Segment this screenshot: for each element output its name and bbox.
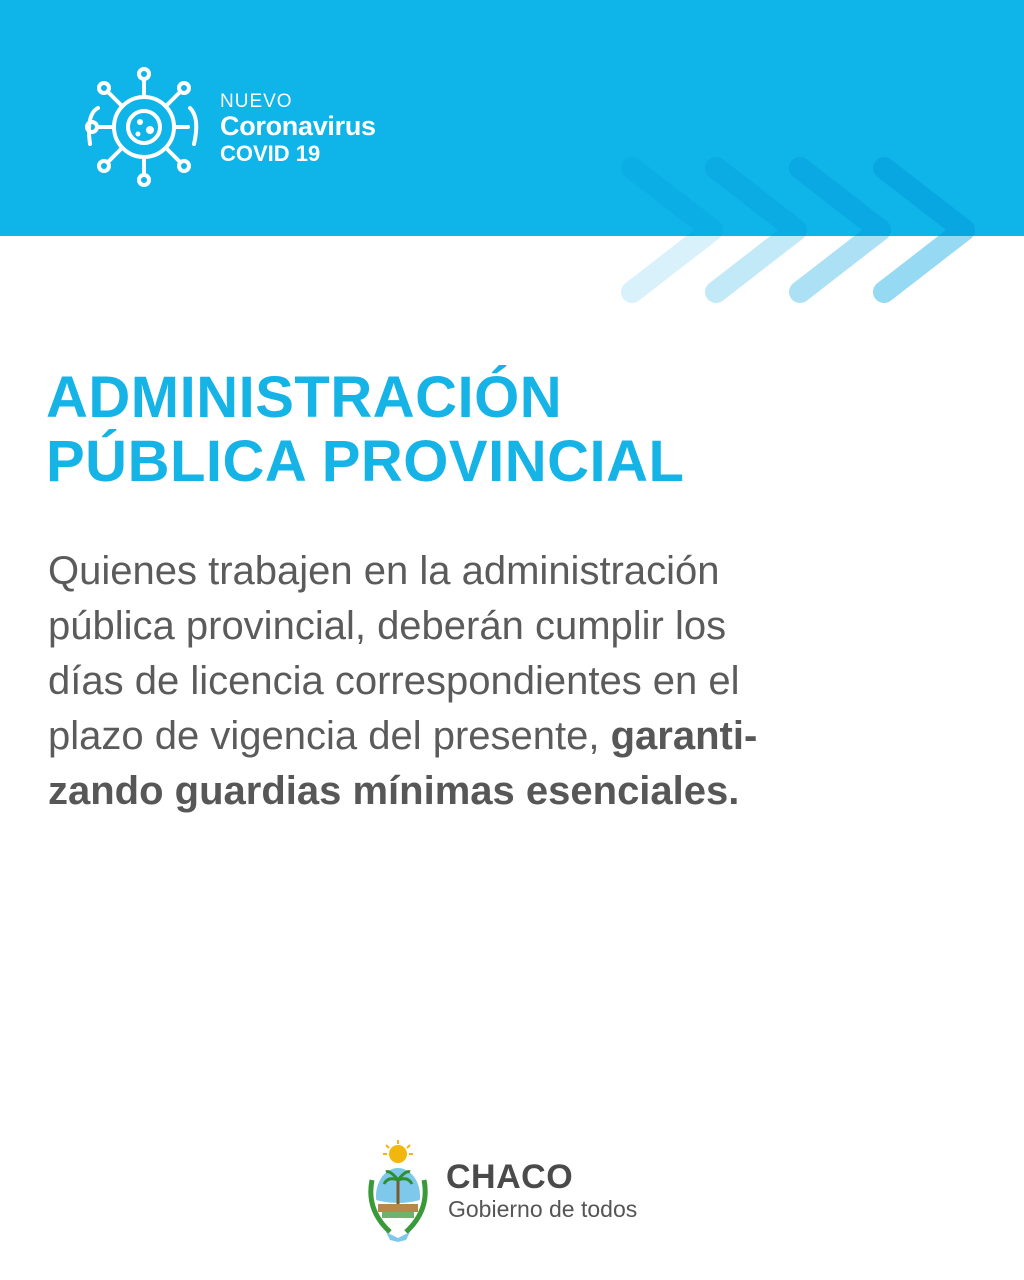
body-line-3: días de licencia correspondientes en el bbox=[48, 659, 740, 703]
body-line-5-bold: zando guardias mínimas esenciales. bbox=[48, 769, 740, 813]
virus-icon bbox=[80, 64, 200, 190]
chaco-name: CHACO bbox=[446, 1158, 574, 1196]
body-line-5 bbox=[48, 764, 948, 819]
body-line-1: Quienes trabajen en la administración bbox=[48, 549, 720, 593]
title-line-2: PÚBLICA PROVINCIAL bbox=[46, 429, 685, 494]
brand-coronavirus: Coronavirus bbox=[220, 111, 376, 141]
footer-logo bbox=[360, 1140, 680, 1250]
coat-of-arms-icon bbox=[360, 1140, 436, 1242]
title-line-1: ADMINISTRACIÓN bbox=[46, 365, 563, 430]
body-paragraph bbox=[48, 544, 948, 819]
body-line-4 bbox=[48, 709, 948, 764]
body-line-4-regular: plazo de vigencia del presente, bbox=[48, 714, 611, 758]
chaco-tagline: Gobierno de todos bbox=[448, 1196, 638, 1222]
brand-logo-text bbox=[220, 92, 376, 165]
body-line-4-bold: garanti- bbox=[610, 714, 758, 758]
brand-covid: COVID 19 bbox=[220, 141, 321, 166]
page-title bbox=[46, 366, 684, 494]
brand-nuevo: NUEVO bbox=[220, 91, 293, 112]
body-line-2: pública provincial, deberán cumplir los bbox=[48, 604, 727, 648]
chevron-arrows-decoration bbox=[600, 140, 1000, 320]
